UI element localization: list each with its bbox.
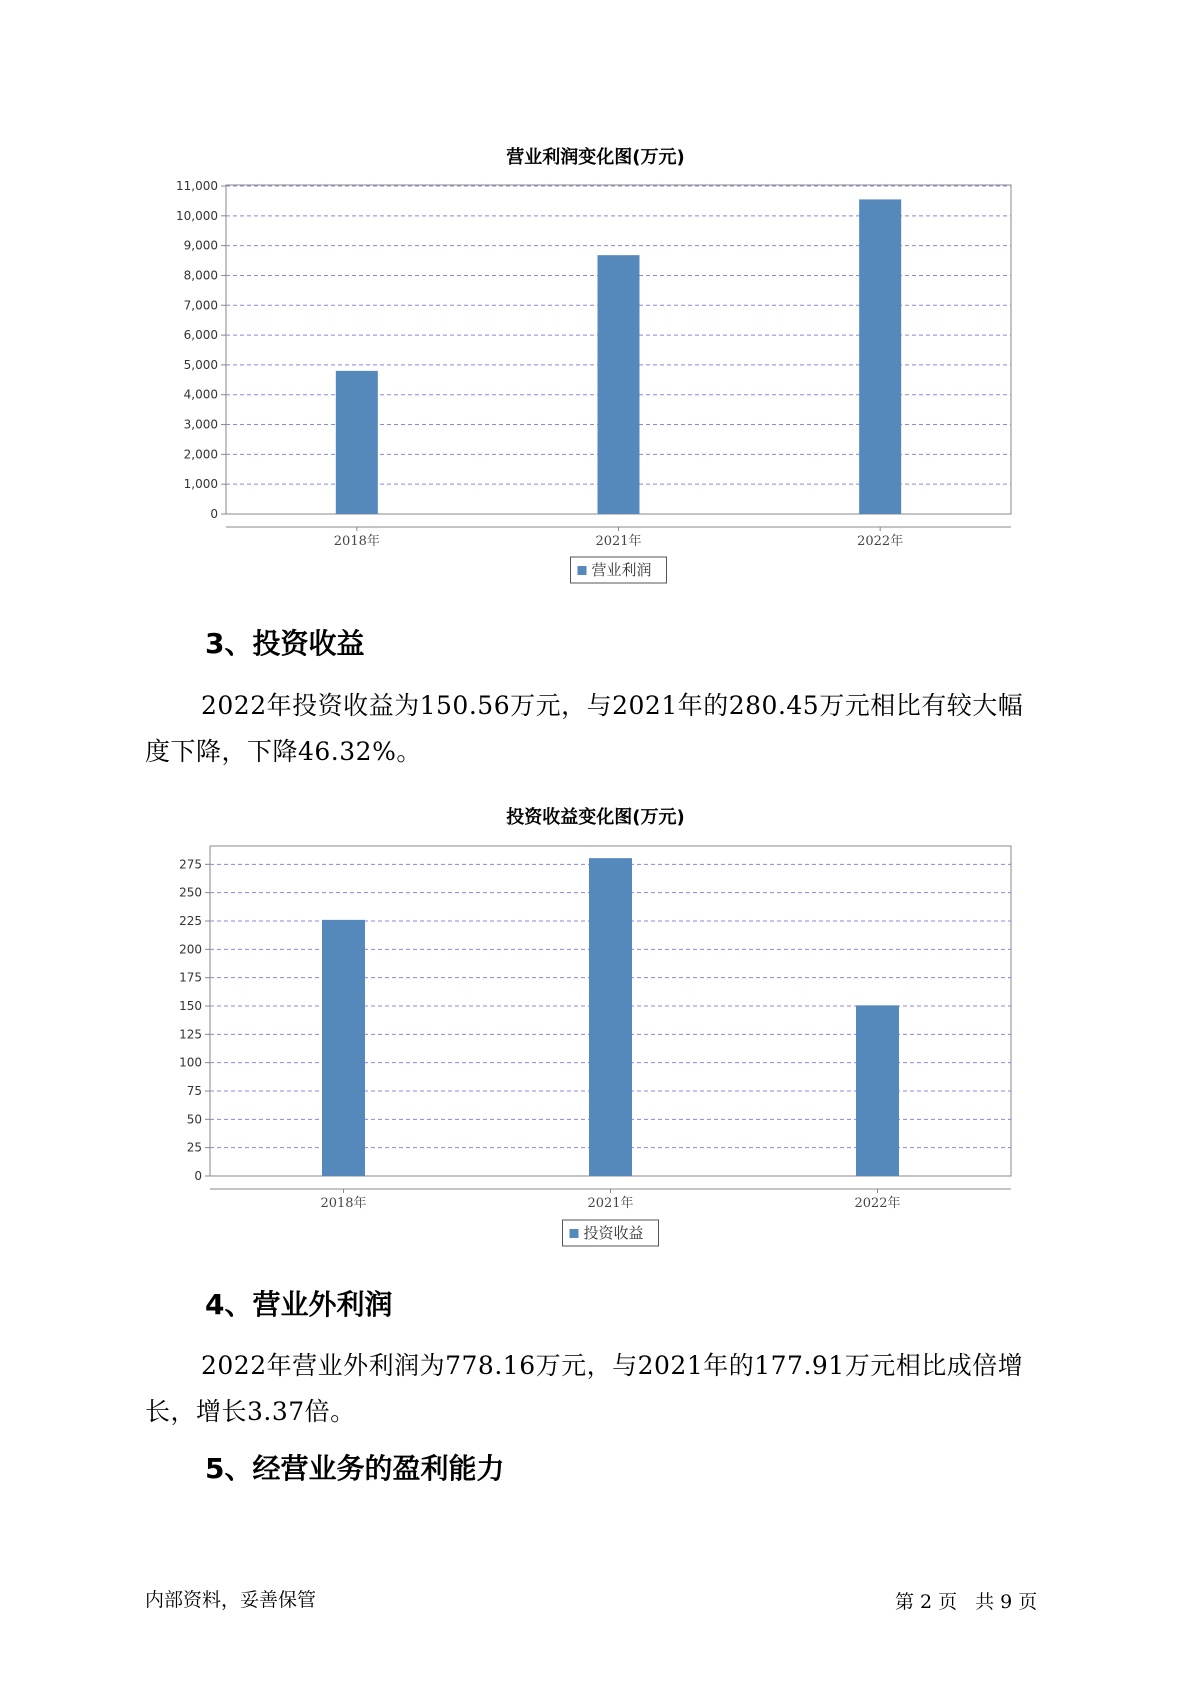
x-tick-label: 2022年: [857, 534, 904, 549]
y-tick-label: 6,000: [183, 328, 218, 343]
y-tick-label: 250: [179, 885, 202, 900]
chart2-title: 投资收益变化图(万元): [506, 807, 685, 828]
chart1-title: 营业利润变化图(万元): [506, 147, 685, 168]
section-4-paragraph: 2022年营业外利润为778.16万元，与2021年的177.91万元相比成倍增长，增长3.37倍。: [145, 1351, 1024, 1426]
bar-2018年: [322, 920, 365, 1176]
y-tick-label: 200: [179, 942, 202, 957]
x-tick-label: 2021年: [595, 534, 642, 549]
total-prefix: 共: [975, 1591, 995, 1613]
y-tick-label: 1,000: [183, 477, 218, 492]
y-tick-label: 150: [179, 999, 202, 1013]
y-tick-label: 11,000: [176, 179, 218, 193]
x-tick-label: 2018年: [333, 534, 380, 549]
y-tick-label: 4,000: [183, 387, 218, 402]
page-current: 2: [920, 1591, 933, 1613]
total-suffix: 页: [1018, 1591, 1038, 1613]
page-mid: 页: [938, 1591, 958, 1613]
footer-confidential-note: 内部资料，妥善保管: [145, 1589, 317, 1611]
legend-label: 营业利润: [591, 561, 652, 579]
page-prefix: 第: [895, 1591, 915, 1613]
x-tick-label: 2018年: [320, 1196, 367, 1211]
y-tick-label: 9,000: [183, 238, 218, 253]
y-tick-label: 275: [179, 857, 202, 872]
footer-page-number: [895, 1587, 1043, 1614]
y-tick-label: 2,000: [183, 447, 218, 462]
y-tick-label: 7,000: [183, 298, 218, 313]
y-tick-label: 100: [179, 1055, 202, 1070]
legend-label: 投资收益: [583, 1224, 644, 1242]
y-tick-label: 3,000: [183, 417, 218, 432]
legend-swatch: [570, 1229, 579, 1238]
y-tick-label: 8,000: [183, 268, 218, 283]
section-3-heading: 3、投资收益: [205, 627, 365, 660]
x-tick-label: 2022年: [854, 1196, 901, 1211]
y-tick-label: 225: [179, 914, 202, 928]
y-tick-label: 75: [186, 1084, 202, 1098]
y-tick-label: 125: [179, 1027, 202, 1042]
y-tick-label: 175: [179, 970, 202, 985]
x-tick-label: 2021年: [587, 1196, 634, 1211]
y-tick-label: 5,000: [183, 357, 218, 372]
section-4-heading: 4、营业外利润: [205, 1288, 393, 1321]
y-tick-label: 10,000: [176, 208, 218, 223]
section-5-heading: 5、经营业务的盈利能力: [205, 1452, 505, 1485]
y-tick-label: 50: [186, 1112, 202, 1127]
y-tick-label: 25: [186, 1140, 202, 1155]
bar-2021年: [589, 858, 632, 1176]
section-3-paragraph: 2022年投资收益为150.56万元，与2021年的280.45万元相比有较大幅度下降，下降46.32%。: [145, 691, 1024, 766]
y-tick-label: 0: [194, 1169, 202, 1183]
page-total: 9: [1000, 1591, 1013, 1613]
bar-2022年: [856, 1005, 899, 1176]
y-tick-label: 0: [210, 507, 218, 521]
